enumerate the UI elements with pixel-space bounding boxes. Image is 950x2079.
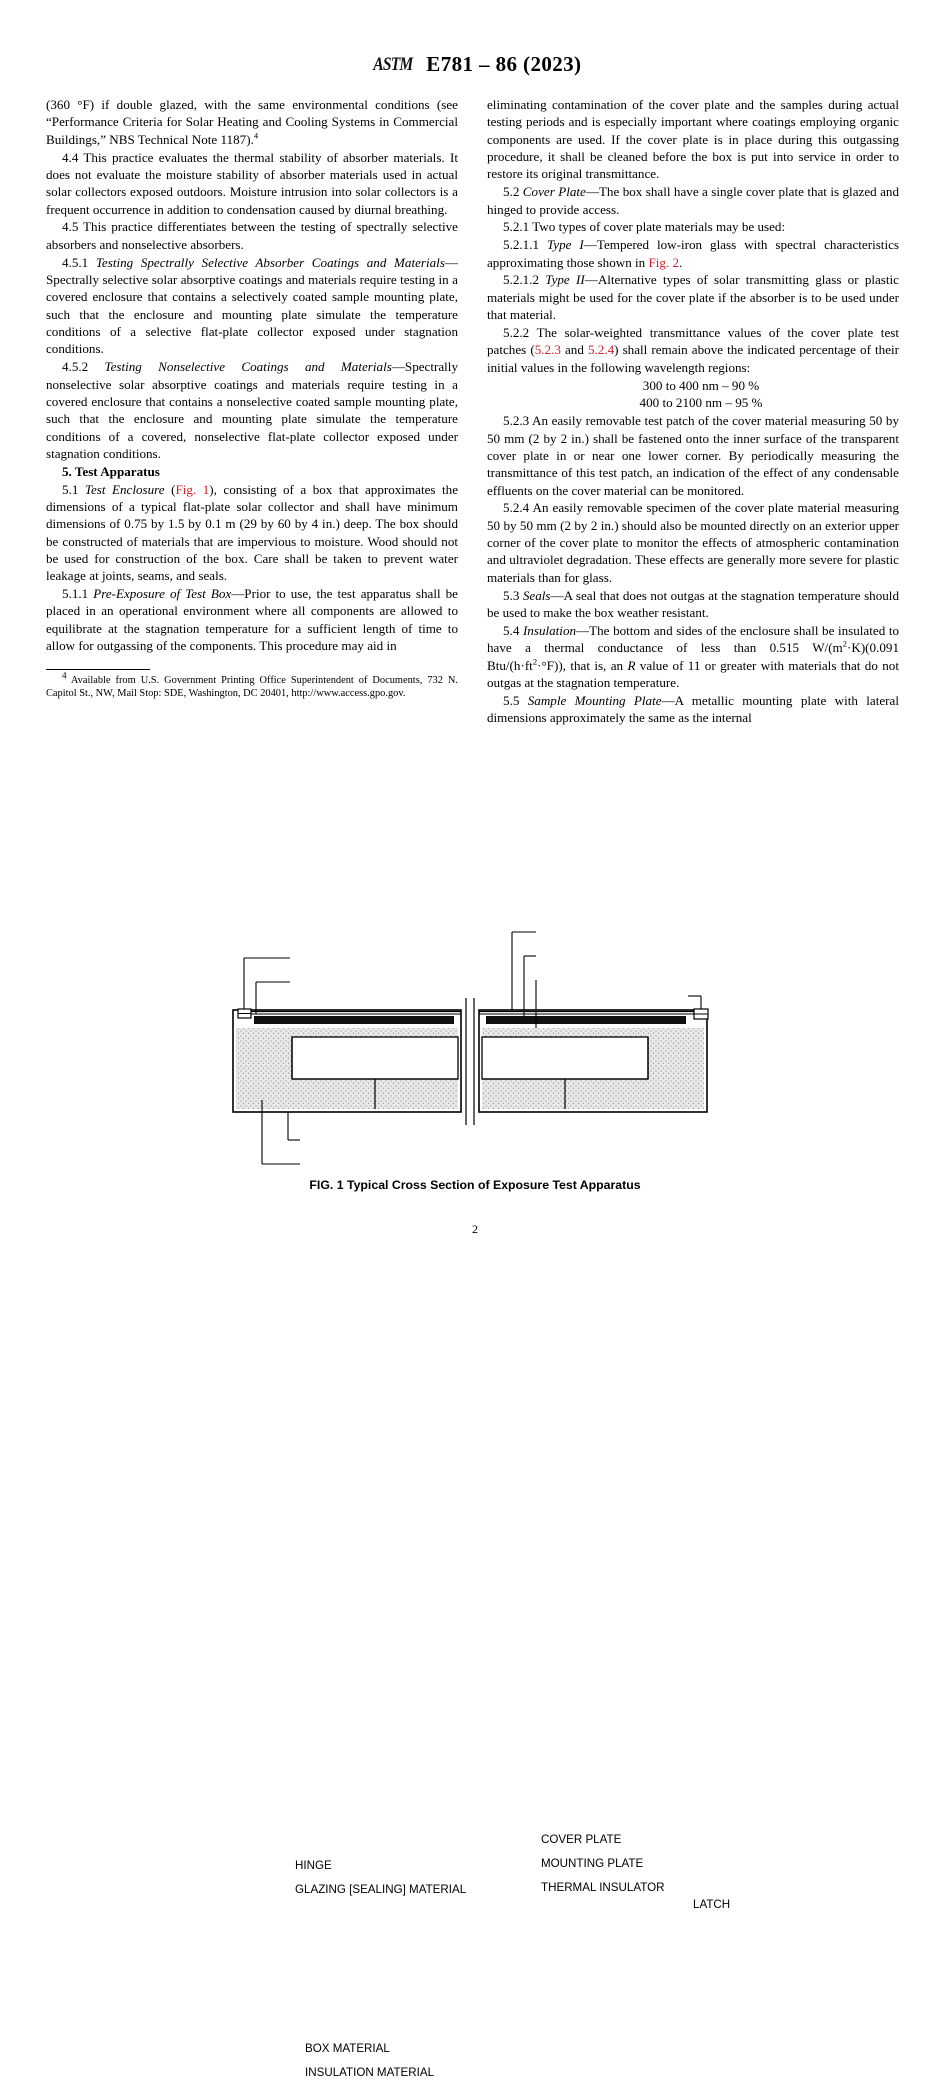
paragraph-5-3-title: Seals: [522, 587, 551, 603]
paragraph-5-2-2: 5.2.2 The solar-weighted transmittance values of the cover plate test patches (5.2.3 and 5.2.4) shall remain above the indicated percentage of their initial values in the following wavelength regions:: [487, 324, 900, 375]
paragraph-5-2-1-1: 5.2.1.1 Type I—Tempered low-iron glass with spectral characteristics approximating those shown in Fig. 2.: [487, 237, 899, 270]
paragraph-5-2-1-2: 5.2.1.2 Type II—Alternative types of solar transmitting glass or plastic materials might be used for the cover plate if the absorber is to be used under that material.: [487, 272, 899, 323]
figure-1-drawing: [0, 910, 950, 2079]
superscript-2-a: 2: [842, 638, 847, 649]
paragraph-4-5-1: 4.5.1 Testing Spectrally Selective Absorber Coatings and Materials—Spectrally selective solar absorptive coatings and materials require testing in a covered enclosure that contains a selectively coated sample mounting plate, such that the enclosure and mounting plate simulate the temperature conditions of a selective flat-plate collector exposed under stagnation conditions.: [46, 254, 459, 357]
left-column: [46, 96, 458, 701]
document-standard-title: E781 – 86 (2023): [426, 52, 582, 76]
footnote-marker-4: 4: [253, 130, 259, 141]
paragraph-continued: (360 °F) if double glazed, with the same environmental conditions (see “Performance Criteria for Solar Heating and Cooling Systems in Commercial Buildings,” NBS Technical Note 1187).$^4$: [46, 97, 458, 147]
paragraph-5-4: 5.4 Insulation—The bottom and sides of the enclosure shall be insulated to have a thermal conductance of less than 0.515 $W/(m^2\cdot K)(0.091$ Btu/$(h\cdot ft^2\cdot^\circ F)$), that is, an R value of 11 or greater with materials that do not outgas at the stagnation temperature.: [487, 622, 899, 690]
section-heading-5: 5. Test Apparatus: [62, 463, 160, 479]
paragraph-5-2-title: Cover Plate: [522, 184, 586, 200]
figure-label-mounting-plate: MOUNTING PLATE: [541, 1857, 644, 1870]
figure-label-thermal-insulator: THERMAL INSULATOR: [541, 1881, 665, 1894]
astm-logo-icon: ASTM: [372, 53, 412, 75]
paragraph-4-5: 4.5 This practice differentiates between the testing of spectrally selective absorbers and nonselective absorbers.: [46, 219, 458, 252]
page-header: [0, 52, 950, 77]
wavelength-region-line-1: 300 to 400 nm – 90 %: [642, 377, 760, 393]
figure-1-caption: FIG. 1 Typical Cross Section of Exposure Test Apparatus: [309, 1178, 641, 1192]
paragraph-5-1-1-title: Pre-Exposure of Test Box: [93, 586, 232, 602]
paragraph-4-5-1-title: Testing Spectrally Selective Absorber Coatings and Materials: [95, 254, 445, 270]
section-5-2-4-reference-link[interactable]: 5.2.4: [587, 342, 615, 358]
paragraph-5-5: 5.5 Sample Mounting Plate—A metallic mounting plate with lateral dimensions approximately the same as the internal: [487, 692, 899, 726]
section-5-2-3-reference-link[interactable]: 5.2.3: [534, 342, 561, 358]
paragraph-5-4-title: Insulation: [522, 622, 577, 638]
figure-2-reference-link[interactable]: Fig. 2: [648, 254, 680, 270]
paragraph-4-4: 4.4 This practice evaluates the thermal stability of absorber materials. It does not evaluate the moisture stability of absorber materials used in actual solar collectors exposed outdoors. Moisture intrusion into solar collectors is a frequent occurrence in addition to condensation caused by diurnal breathing.: [46, 149, 458, 217]
paragraph-4-5-2: 4.5.2 Testing Nonselective Coatings and Materials—Spectrally nonselective solar absorptive coatings and materials require testing in a covered enclosure that contains a nonselective coated sample mounting plate, such that the enclosure and mounting plate simulate the temperature conditions of a covered, nonselective flat-plate collector exposed under stagnation conditions.: [46, 359, 458, 461]
figure-label-cover-plate: COVER PLATE: [541, 1833, 622, 1846]
figure-label-insulation-material: INSULATION MATERIAL: [305, 2066, 435, 2079]
paragraph-5-1: 5.1 Test Enclosure (Fig. 1), consisting of a box that approximates the dimensions of a typical flat-plate solar collector and shall have minimum dimensions of 0.75 by 1.5 by 0.1 m (29 by 60 by 4 in.) deep. The box should be constructed of materials that are impervious to moisture. Wood should not be used for construction of the box. Care shall be taken to prevent water leakage at joints, seams, and seals.: [46, 481, 459, 584]
paragraph-5-2: 5.2 Cover Plate—The box shall have a single cover plate that is glazed and hinged to provide access.: [487, 184, 900, 217]
cross-section-diagram: [0, 910, 950, 1200]
paragraph-5-3: 5.3 Seals—A seal that does not outgas at the stagnation temperature should be used to make the box weather resistant.: [487, 587, 899, 620]
figure-1: [0, 910, 950, 2079]
figure-label-glazing: GLAZING [SEALING] MATERIAL: [295, 1883, 467, 1896]
wavelength-region-line-2: 400 to 2100 nm – 95 %: [639, 395, 763, 411]
paragraph-5-5-title: Sample Mounting Plate: [527, 692, 662, 708]
paragraph-5-2-4: 5.2.4 An easily removable specimen of the cover plate material measuring 50 by 50 mm (2 by 2 in.) should also be mounted directly on an exterior upper corner of the cover plate to monitor the effects of atmospheric contamination and ultraviolet degradation. These effects are generally more severe for plastic materials than for glass.: [487, 500, 899, 585]
paragraph-4-5-2-title: Testing Nonselective Coatings and Materials: [104, 359, 392, 375]
superscript-2-b: 2: [532, 656, 538, 667]
right-column: [487, 96, 899, 727]
type-ii-label: Type II: [545, 272, 585, 288]
page-number: 2: [472, 1222, 478, 1236]
paragraph-5-2-3: 5.2.3 An easily removable test patch of the cover material measuring 50 by 50 mm (2 by 2 in.) shall be fastened onto the inner surface of the transparent cover plate in or near one lower corner. By periodically measuring the transmittance of this test patch, an indication of the effect of any condensable effluents on the cover material can be monitored.: [487, 413, 899, 498]
paragraph-5-1-title: Test Enclosure: [84, 481, 165, 497]
footnote-4: $^4$ Available from U.S. Government Printing Office Superintendent of Documents, 732 N. Capitol St., NW, Mail Stop: SDE, Washington, DC 20401, http://www.access.gpo.gov.: [46, 670, 458, 699]
figure-label-box-material: BOX MATERIAL: [305, 2042, 390, 2055]
figure-label-latch: LATCH: [693, 1898, 731, 1911]
figure-1-reference-link[interactable]: Fig. 1: [175, 481, 210, 497]
paragraph-continued-right: eliminating contamination of the cover plate and the samples during actual testing periods and is especially important where coatings employing organic components are used. If the cover plate is in place during this outgassing procedure, it shall be cleaned before the box is put into service in order to restore its original transmittance.: [487, 97, 899, 182]
type-i-label: Type I: [546, 237, 584, 253]
paragraph-5-1-1: 5.1.1 Pre-Exposure of Test Box—Prior to use, the test apparatus shall be placed in an operational environment where all components are allowed to equilibrate at the stagnation temperature for a sufficient length of time to allow for outgassing of the components. This procedure may aid in: [46, 586, 458, 654]
paragraph-5-2-1: 5.2.1 Two types of cover plate materials may be used:: [503, 219, 786, 235]
r-value-symbol: R: [627, 657, 636, 673]
figure-label-hinge: HINGE: [295, 1859, 332, 1872]
